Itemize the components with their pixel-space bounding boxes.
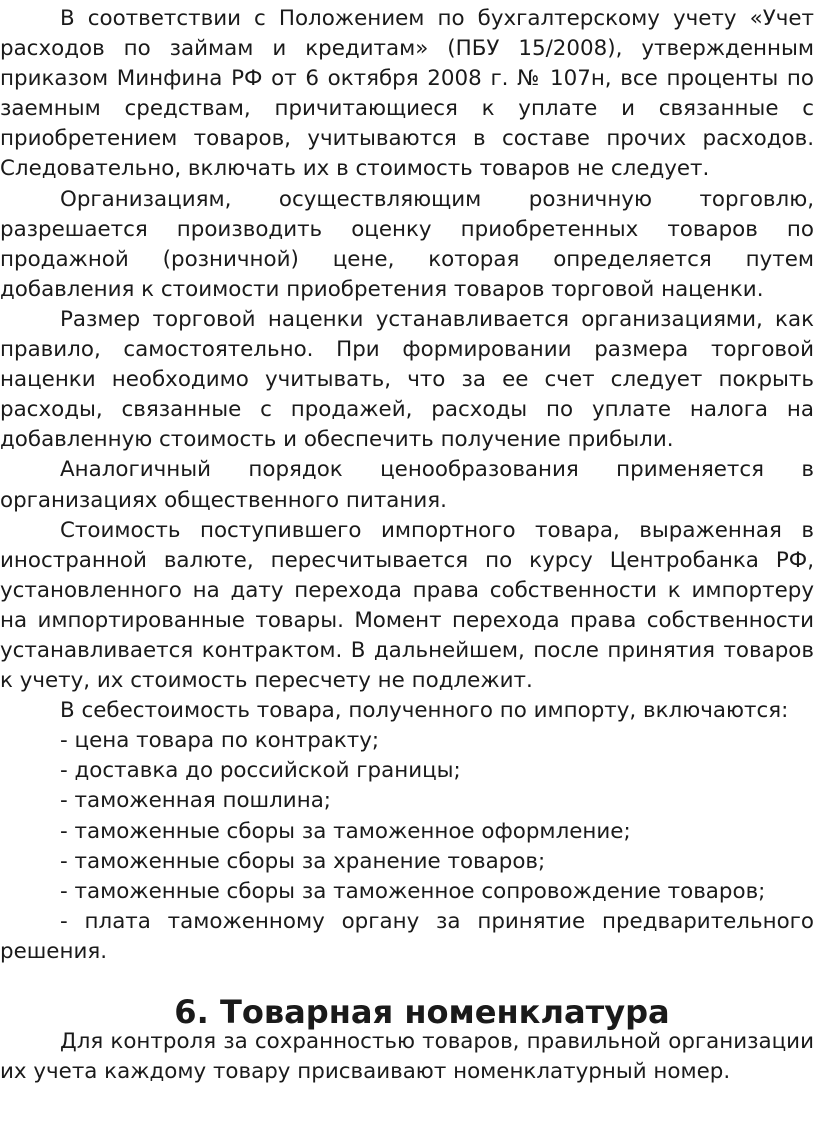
paragraph-import-currency: Стоимость поступившего импортного товара, выраженная в иностранной валюте, пересчитывается по курсу Центробанка РФ, установленного на дату перехода права собственности к импортеру на импортированные товары. Момент перехода права собственности устанавливается контрактом. В дальнейшем, после принятия товаров к учету, их стоимость пересчету не подлежит. (0, 517, 814, 694)
paragraph-pbu-interest: В соответствии с Положением по бухгалтерскому учету «Учет расходов по займам и кредитам» (ПБУ 15/2008), утвержденным приказом Минфина РФ от 6 октября 2008 г. № 107н, все проценты по заемным средствам, причитающиеся к уплате и связанные с приобретением товаров, учитываются в составе прочих расходов. Следовательно, включать их в стоимость товаров не следует. (0, 6, 814, 182)
paragraph-retail-valuation: Организациям, осуществляющим розничную торговлю, разрешается производить оценку приобретенных товаров по продажной (розничной) цене, которая определяется путем добавления к стоимости приобретения товаров торговой наценки. (0, 186, 814, 302)
list-item: - таможенная пошлина; (60, 788, 332, 814)
paragraph-markup-size: Размер торговой наценки устанавливается организациями, как правило, самостоятельно. При формировании размера торговой наценки необходимо учитывать, что за ее счет следует покрыть расходы, связанные с продажей, расходы по уплате налога на добавленную стоимость и обеспечить получение прибыли. (0, 306, 814, 453)
list-item: - доставка до российской границы; (60, 758, 461, 784)
list-item: - цена товара по контракту; (60, 728, 380, 754)
section-heading: 6. Товарная номенклатура (174, 993, 670, 1031)
paragraph-catering: Аналогичный порядок ценообразования применяется в организациях общественного питания. (0, 457, 814, 513)
list-item: - плата таможенному органу за принятие предварительного решения. (0, 908, 814, 964)
paragraph-nomenclature: Для контроля за сохранностью товаров, правильной организации их учета каждому товару присваивают номенклатурный номер. (0, 1029, 814, 1085)
list-item: - таможенные сборы за хранение товаров; (60, 848, 546, 874)
list-item: - таможенные сборы за таможенное оформление; (60, 818, 631, 844)
import-cost-list (0, 726, 814, 967)
list-item: - таможенные сборы за таможенное сопровождение товаров; (60, 878, 766, 904)
document-page (0, 4, 814, 1087)
paragraph-import-cost-intro: В себестоимость товара, полученного по импорту, включаются: (60, 698, 789, 724)
